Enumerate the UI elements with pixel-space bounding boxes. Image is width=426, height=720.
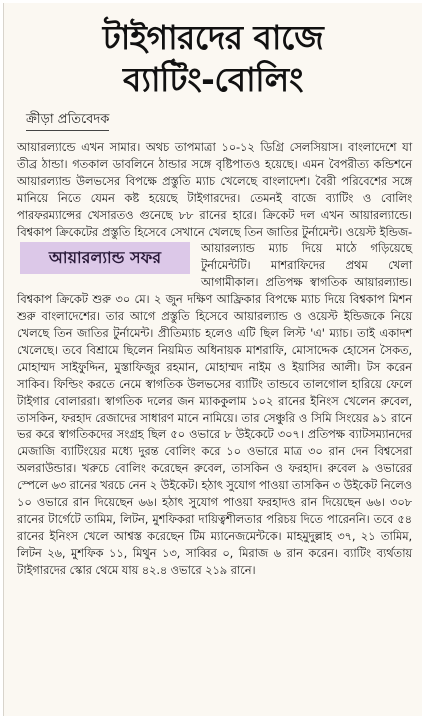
headline-line-2: ব্যাটিং-বোলিং: [123, 60, 303, 99]
pull-quote: আয়ারল্যান্ড সফর: [20, 242, 190, 274]
newspaper-clipping: [3, 3, 422, 716]
headline-line-1: টাইগারদের বাজে: [102, 18, 324, 57]
byline: ক্রীড়া প্রতিবেদক: [26, 111, 109, 131]
article-text: আয়ারল্যান্ডে এখন সামার। অথচ তাপমাত্রা ১০-১২ ডিগ্রি সেলসিয়াস। বাংলাদেশে যা তীব্র ঠান্ডা। গতকাল ডাবলিনে ঠান্ডার সঙ্গে বৃষ্টিপাতও হয়েছে। এমন বৈপরীত্য কন্ডিশনে আয়ারল্যান্ড উলভসের বিপক্ষে প্রস্তুতি ম্যাচ খেলেছে বাংলাদেশ। বৈরী পরিবেশের সঙ্গে মানিয়ে নিতে যেমন কষ্ট হয়েছে টাইগারদের। তেমনই বাজে ব্যাটিং ও বোলিং পারফরম্যান্সের খেসারতও গুনেছে ৮৮ রানের হারে। ক্রিকেট দল এখন আয়ারল্যান্ডে। বিশ্বকাপ ক্রিকেটের প্রস্তুতি হিসেবে সেখানে খেলছে তিন জাতির টুর্নামেন্ট। ওয়েস্ট ইন্ডিজ-আয়ারল্যান্ড ম্যাচ দিয়ে মাঠে গড়িয়েছে টুর্নামেন্টটি। মাশরাফিদের প্রথম খেলা আগামীকাল। প্রতিপক্ষ স্বাগতিক আয়ারল্যান্ড। বিশ্বকাপ ক্রিকেট শুরু ৩০ মে। ২ জুন দক্ষিণ আফ্রিকার বিপক্ষে ম্যাচ দিয়ে বিশ্বকাপ মিশন শুরু বাংলাদেশের। তার আগে প্রস্তুতি হিসেবে আয়ারল্যান্ড ও ওয়েস্ট ইন্ডিজকে নিয়ে খেলছে তিন জাতির টুর্নামেন্ট। প্রীতিম্যাচ হলেও এটি ছিল লিস্ট 'এ' ম্যাচ। তাই একাদশ খেলেছে। তবে বিশ্রামে ছিলেন নিয়মিত অধিনায়ক মাশরাফি, মোসাদ্দেক হোসেন সৈকত, মোহাম্মদ সাইফুদ্দিন, মুস্তাফিজুর রহমান, মোহাম্মদ নাইম ও ইয়াসির আলী। টস করেন সাকিব। ফিল্ডিং করতে নেমে স্বাগতিক উলভসের ব্যাটিং তান্ডবে তালগোল হারিয়ে ফেলে টাইগার বোলাররা। স্বাগতিক দলের জন ম্যাককুলাম ১০২ রানের ইনিংস খেলেন রুবেল, তাসকিন, ফরহাদ রেজাদের সাধারণ মানে নামিয়ে। তার সেঞ্চুরি ও সিমি সিংয়ের ৯১ রানে ভর করে স্বাগতিকদের সংগ্রহ ছিল ৫০ ওভারে ৮ উইকেটে ৩০৭। প্রতিপক্ষ ব্যাটসম্যানদের মেজাজি ব্যাটিংয়ের মধ্যে দুরন্ত বোলিং করে ১০ ওভারে মাত্র ৩০ রান দেন বিশ্বসেরা অলরাউন্ডার। খরুচে বোলিং করেছেন রুবেল, তাসকিন ও ফরহাদ। রুবেল ৯ ওভারের স্পেলে ৬৩ রানের খরচে নেন ২ উইকেট। হঠাৎ সুযোগ পাওয়া তাসকিন ৩ উইকেট নিলেও ১০ ওভারে রান দিয়েছেন ৬৬। হঠাৎ সুযোগ পাওয়া ফরহাদও রান দিয়েছেন ৬৬। ৩০৮ রানের টার্গেটে তামিম, লিটন, মুশফিকরা দায়িত্বশীলতার পরিচয় দিতে পারেননি। তবে ৫৪ রানের ইনিংস খেলে আশ্বস্ত করেছেন টিম ম্যানেজমেন্টকে। মাহমুদুল্লাহ ৩৭, ২১ তামিম, লিটন ২৬, মুশফিক ১১, মিথুন ১৩, সাব্বির ০, মিরাজ ৬ রান করেন। ব্যাটিং ব্যর্থতায় টাইগারদের স্কোর থেমে যায় ৪২.৪ ওভারে ২১৯ রানে।: [17, 140, 412, 577]
article-body: [17, 139, 412, 579]
headline: [4, 17, 422, 101]
